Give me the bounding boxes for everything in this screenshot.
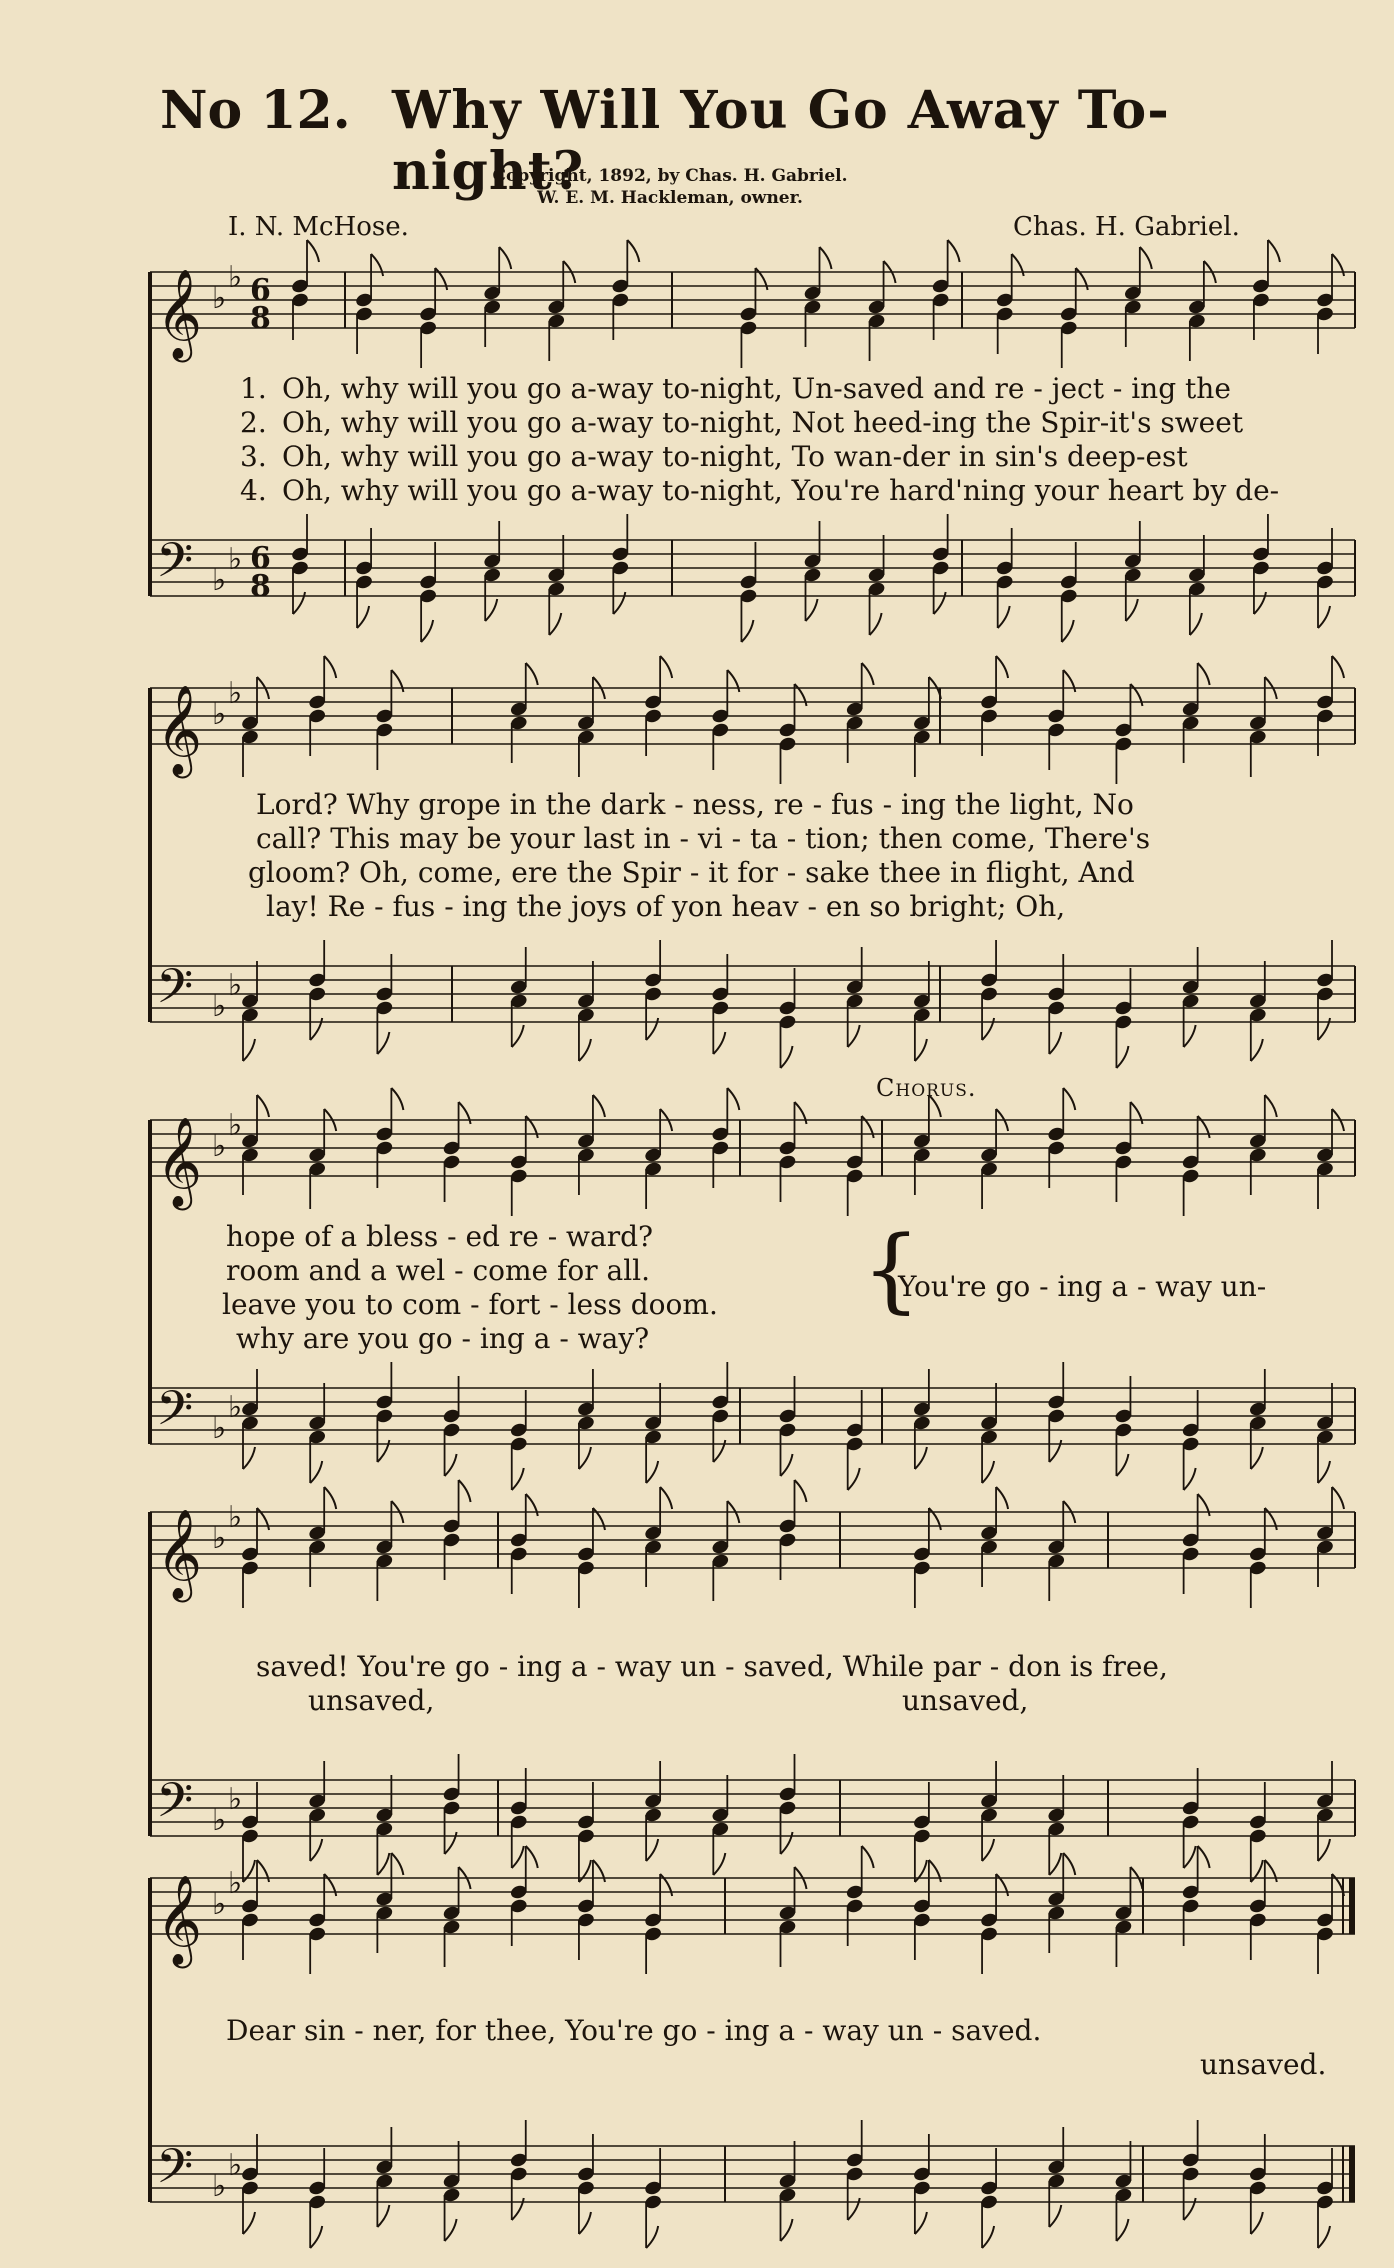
flat-sign: ♭ — [212, 1411, 227, 1446]
note-flag — [377, 1032, 389, 1054]
note-flag — [713, 1032, 725, 1054]
note-flag — [512, 1025, 524, 1047]
note-flag — [660, 1487, 672, 1509]
note-flag — [445, 1454, 457, 1476]
note-flag — [1318, 606, 1330, 628]
note-flag — [870, 613, 882, 635]
note-flag — [646, 1461, 658, 1483]
note-flag — [499, 247, 511, 269]
note-flag — [948, 240, 960, 262]
flat-sign: ♭ — [228, 1500, 243, 1535]
note-flag — [310, 2226, 322, 2248]
flat-sign: ♭ — [228, 260, 243, 295]
hymn-number: No 12. — [160, 80, 351, 141]
hymn-title: Why Will You Go Away To-night? — [392, 80, 1170, 202]
lyric-line: leave you to com - fort - less doom. — [222, 1288, 718, 1321]
note-flag — [310, 1839, 322, 1861]
note-flag — [713, 1853, 725, 1875]
lyric-line: why are you go - ing a - way? — [236, 1322, 650, 1355]
note-flag — [324, 1487, 336, 1509]
note-flag — [1184, 1468, 1196, 1490]
note-flag — [526, 1846, 538, 1868]
note-flag — [1268, 240, 1280, 262]
note-flag — [526, 663, 538, 685]
note-flag — [781, 2219, 793, 2241]
note-flag — [1063, 1853, 1075, 1875]
note-flag — [1251, 1447, 1263, 1469]
note-flag — [391, 1088, 403, 1110]
note-flag — [1265, 1095, 1277, 1117]
note-flag — [1116, 1454, 1128, 1476]
verse-number: 4. — [240, 474, 267, 507]
note-flag — [915, 1447, 927, 1469]
lyric-line: Dear sin - ner, for thee, You're go - ing a - way un - saved. — [226, 2014, 1042, 2047]
note-flag — [998, 606, 1010, 628]
note-flag — [915, 2212, 927, 2234]
flat-sign: ♭ — [212, 281, 227, 316]
owner-line: W. E. M. Hackleman, owner. — [537, 188, 803, 208]
note-flag — [1184, 1846, 1196, 1868]
note-flag — [549, 613, 561, 635]
flat-sign: ♭ — [228, 542, 243, 577]
treble-clef: 𝄞 — [156, 685, 203, 775]
note-flag — [310, 1461, 322, 1483]
chorus-label: Chorus. — [876, 1074, 977, 1102]
verse-number: 1. — [240, 372, 267, 405]
copyright-line: Copyright, 1892, by Chas. H. Gabriel. — [492, 166, 848, 186]
bass-clef: 𝄢 — [156, 2138, 194, 2206]
note-flag — [1049, 1853, 1061, 1875]
bass-clef: 𝄢 — [156, 1772, 194, 1840]
lyric-line: Oh, why will you go a-way to-night, To wan-der in sin's deep-est — [282, 440, 1188, 473]
note-flag — [1063, 1088, 1075, 1110]
note-flag — [1318, 2226, 1330, 2248]
note-flag — [579, 2212, 591, 2234]
note-flag — [579, 1039, 591, 1061]
flat-sign: ♭ — [212, 563, 227, 598]
note-flag — [445, 2219, 457, 2241]
note-flag — [512, 1846, 524, 1868]
note-flag — [1049, 2205, 1061, 2227]
flat-sign: ♭ — [228, 968, 243, 1003]
treble-clef: 𝄞 — [156, 1509, 203, 1599]
note-flag — [982, 1839, 994, 1861]
note-flag — [1251, 2212, 1263, 2234]
flat-sign: ♭ — [212, 1521, 227, 1556]
note-flag — [243, 1447, 255, 1469]
lyric-line: Lord? Why grope in the dark - ness, re - fus - ing the light, No — [256, 788, 1134, 821]
lyric-line: saved! You're go - ing a - way un - saved, While par - don is free, — [256, 1650, 1168, 1683]
note-flag — [357, 606, 369, 628]
note-flag — [862, 1846, 874, 1868]
verse-number: 3. — [240, 440, 267, 473]
note-flag — [996, 656, 1008, 678]
lyric-line: Oh, why will you go a-way to-night, Un-saved and re - ject - ing the — [282, 372, 1231, 405]
note-flag — [1332, 1487, 1344, 1509]
note-flag — [1332, 656, 1344, 678]
lyric-line: gloom? Oh, come, ere the Spir - it for - sake thee in flight, And — [248, 856, 1135, 889]
note-flag — [1318, 1461, 1330, 1483]
note-flag — [257, 1095, 269, 1117]
treble-clef: 𝄞 — [156, 1875, 203, 1965]
lyric-line: hope of a bless - ed re - ward? — [226, 1220, 654, 1253]
flat-sign: ♭ — [212, 989, 227, 1024]
note-flag — [1062, 620, 1074, 642]
note-flag — [485, 599, 497, 621]
note-flag — [806, 599, 818, 621]
flat-sign: ♭ — [228, 2148, 243, 2183]
note-flag — [1116, 1046, 1128, 1068]
note-flag — [781, 1454, 793, 1476]
note-flag — [1116, 2219, 1128, 2241]
note-flag — [1049, 1032, 1061, 1054]
note-flag — [848, 1025, 860, 1047]
note-flag — [848, 1468, 860, 1490]
brace: { — [862, 1216, 921, 1323]
lyricist-credit: I. N. McHose. — [228, 212, 409, 242]
note-flag — [1184, 1025, 1196, 1047]
note-flag — [996, 1487, 1008, 1509]
flat-sign: ♭ — [212, 1803, 227, 1838]
flat-sign: ♭ — [212, 1887, 227, 1922]
note-flag — [421, 620, 433, 642]
time-signature: 6 — [250, 273, 271, 308]
note-flag — [512, 1468, 524, 1490]
note-flag — [820, 247, 832, 269]
chorus-lyric: You're go - ing a - way un- — [898, 1270, 1267, 1303]
lyric-line: Oh, why will you go a-way to-night, Not heed-ing the Spir-it's sweet — [282, 406, 1244, 439]
flat-sign: ♭ — [228, 1866, 243, 1901]
note-flag — [1140, 247, 1152, 269]
note-flag — [1318, 1839, 1330, 1861]
bass-clef: 𝄢 — [156, 1380, 194, 1448]
flat-sign: ♭ — [228, 1390, 243, 1425]
flat-sign: ♭ — [228, 1108, 243, 1143]
note-flag — [1198, 1846, 1210, 1868]
lyric-line: call? This may be your last in - vi - ta - tion; then come, There's — [256, 822, 1151, 855]
time-signature: 8 — [250, 301, 271, 336]
treble-clef: 𝄞 — [156, 1117, 203, 1207]
note-flag — [243, 1039, 255, 1061]
note-flag — [307, 240, 319, 262]
note-flag — [646, 1839, 658, 1861]
lyric-echo: unsaved. — [1200, 2048, 1327, 2081]
note-flag — [593, 1095, 605, 1117]
note-flag — [579, 1447, 591, 1469]
flat-sign: ♭ — [212, 2169, 227, 2204]
lyric-echo: unsaved, — [902, 1684, 1029, 1717]
note-flag — [781, 1046, 793, 1068]
bass-clef: 𝄢 — [156, 532, 194, 600]
note-flag — [377, 1853, 389, 1875]
note-flag — [1198, 663, 1210, 685]
note-flag — [391, 1853, 403, 1875]
note-flag — [982, 1461, 994, 1483]
lyric-line: Oh, why will you go a-way to-night, You're hard'ning your heart by de- — [282, 474, 1280, 507]
note-flag — [795, 1480, 807, 1502]
lyric-line: lay! Re - fus - ing the joys of yon heav - en so bright; Oh, — [266, 890, 1066, 923]
flat-sign: ♭ — [212, 697, 227, 732]
note-flag — [646, 2226, 658, 2248]
note-flag — [727, 1088, 739, 1110]
time-signature: 6 — [250, 541, 271, 576]
note-flag — [660, 656, 672, 678]
note-flag — [1190, 613, 1202, 635]
flat-sign: ♭ — [212, 1129, 227, 1164]
treble-clef: 𝄞 — [156, 269, 203, 359]
lyric-echo: unsaved, — [308, 1684, 435, 1717]
note-flag — [862, 663, 874, 685]
composer-credit: Chas. H. Gabriel. — [1013, 212, 1240, 242]
note-flag — [1126, 599, 1138, 621]
bass-clef: 𝄢 — [156, 958, 194, 1026]
note-flag — [915, 1039, 927, 1061]
lyric-line: room and a wel - come for all. — [226, 1254, 651, 1287]
note-flag — [627, 240, 639, 262]
note-flag — [459, 1480, 471, 1502]
note-flag — [377, 2205, 389, 2227]
note-flag — [324, 656, 336, 678]
note-flag — [1251, 1039, 1263, 1061]
flat-sign: ♭ — [228, 676, 243, 711]
note-flag — [982, 2226, 994, 2248]
note-flag — [243, 2212, 255, 2234]
verse-number: 2. — [240, 406, 267, 439]
note-flag — [741, 620, 753, 642]
time-signature: 8 — [250, 569, 271, 604]
flat-sign: ♭ — [228, 1782, 243, 1817]
